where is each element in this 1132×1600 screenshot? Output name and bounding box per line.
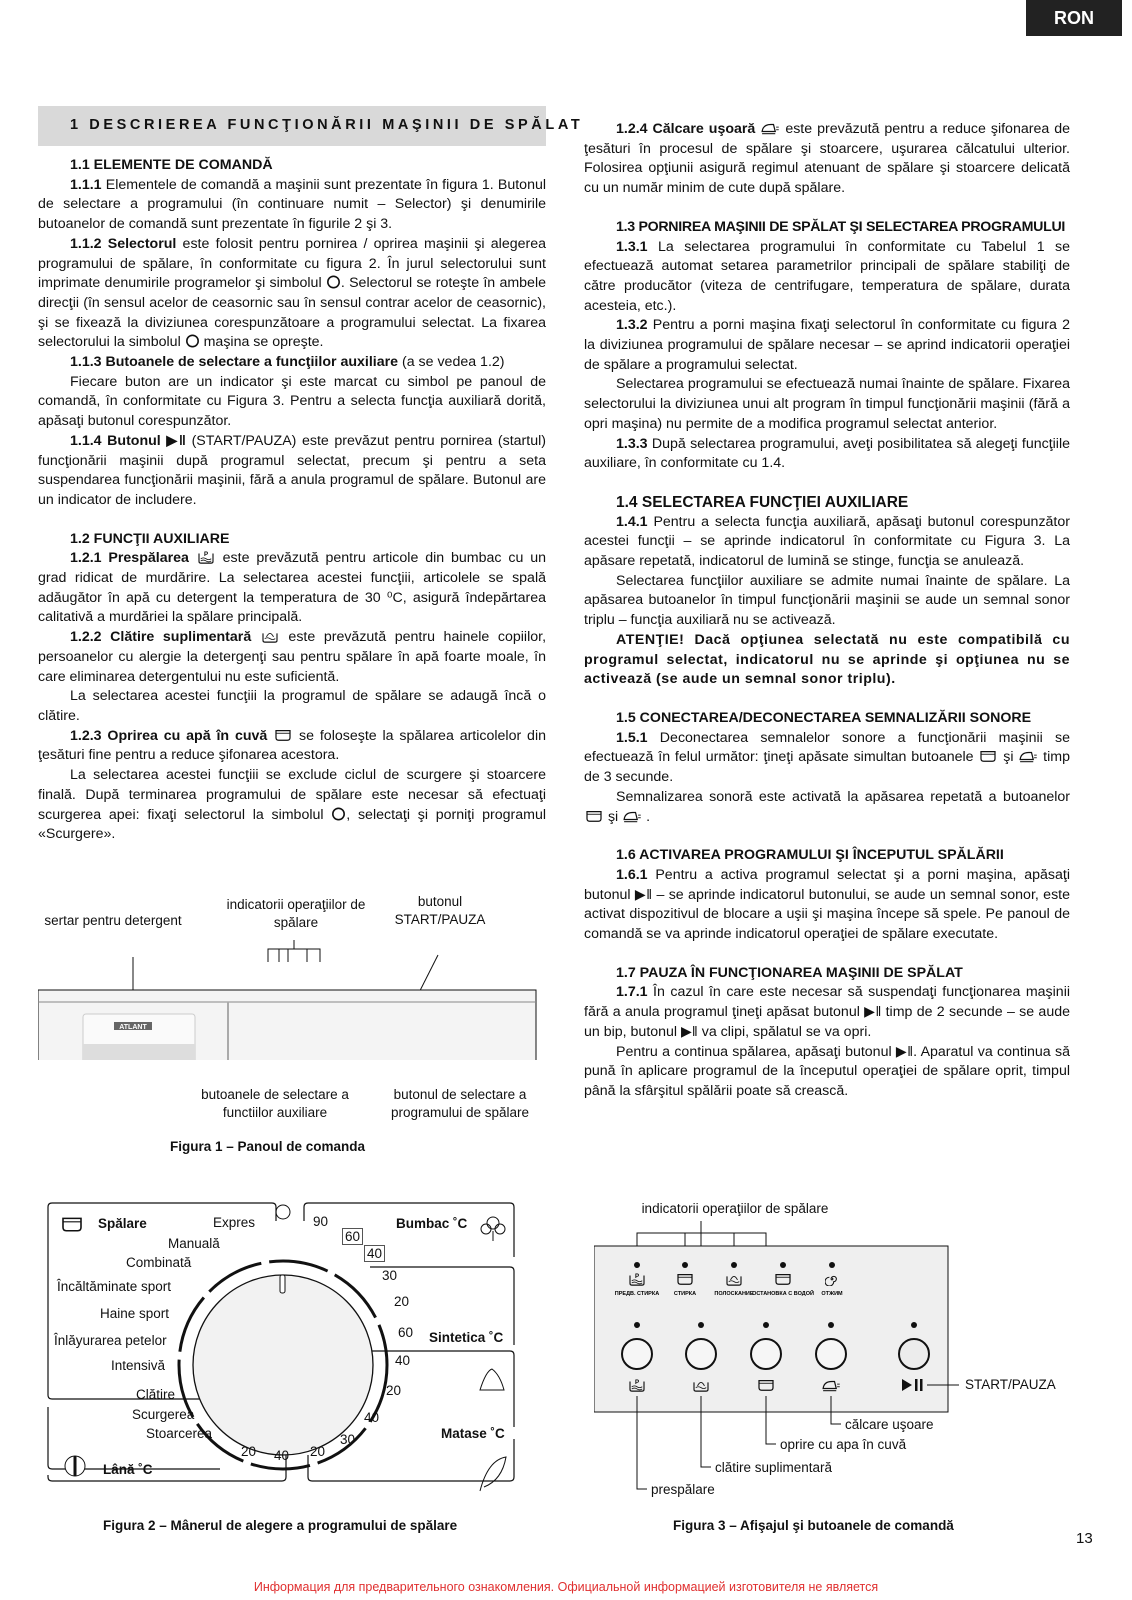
off-symbol-icon <box>326 275 341 289</box>
paragraph-1-3-1: 1.3.1 La selectarea programului în conformitate cu Tabelul 1 se efectuează automat setarea parametrilor principali de spălare stabiliţi de către producător (viteza de centrifugare, temperatura de spălare, durata acesteia, etc.). <box>584 238 1070 314</box>
paragraph-1-2-3: 1.2.3 Oprirea cu apă în cuvă se foloseşte la spălarea articolelor din ţesături fine pentru a reduce şifonarea acestora. <box>38 727 546 764</box>
section-1-3-title: 1.3 PORNIREA MAŞINII DE SPĂLAT ŞI SELECTAREA PROGRAMULUI <box>616 218 1066 235</box>
temp-silk[interactable]: 30 <box>340 1432 356 1447</box>
synthetic-icon <box>480 1369 504 1390</box>
paragraph-1-5-1-b: Semnalizarea sonoră este activată la apăsarea repetată a butoanelor şi . <box>584 788 1070 827</box>
silk-feather-icon <box>480 1457 506 1491</box>
temp-cotton[interactable]: 90 <box>313 1214 329 1229</box>
temp-synthetic[interactable]: 40 <box>395 1353 411 1368</box>
figure-1-caption: Figura 1 – Panoul de comanda <box>170 1139 366 1154</box>
indicator-label: ОСТАНОВКА С ВОДОЙ <box>752 1291 814 1297</box>
program-item[interactable]: Încăltăminate sport <box>57 1279 172 1294</box>
indicator-label: СТИРКА <box>673 1291 697 1297</box>
off-symbol-icon <box>331 807 346 821</box>
label-prewash: prespălare <box>651 1482 715 1497</box>
paragraph-1-2-2-b: La selectarea acestei funcţiii la programul de spălare se adaugă încă o clătire. <box>38 688 546 724</box>
easy-iron-icon <box>622 809 642 823</box>
wash-tub-icon <box>63 1218 81 1230</box>
paragraph-1-1-3-title: 1.1.3 Butoanele de selectare a funcţiilor auxiliare (a se vedea 1.2) <box>70 354 505 371</box>
label-aux-buttons: butoanele de selectare a functiilor auxiliare <box>201 1087 349 1120</box>
temp-cotton[interactable]: 30 <box>382 1268 398 1283</box>
label-extra-rinse: clătire suplimentară <box>715 1460 833 1475</box>
temp-wool[interactable]: 20 <box>241 1444 257 1459</box>
temp-cotton[interactable]: 60 <box>342 1228 363 1245</box>
paragraph-1-3-3: 1.3.3 După selectarea programului, aveţi posibilitatea să alegeţi funcţiile auxiliare, în conformitate cu 1.4. <box>584 435 1070 472</box>
paragraph-1-1-3: Fiecare buton are un indicator şi este marcat cu simbol pe panoul de comandă, în conformitate cu Figura 3. Pentru a selecta funcţia auxiliară dorită, apăsaţi butonul corespunzător. <box>38 373 546 430</box>
temp-wool[interactable]: 40 <box>274 1448 290 1463</box>
group-cotton: Bumbac ˚C <box>396 1216 468 1231</box>
section-1-6-title: 1.6 ACTIVAREA PROGRAMULUI ŞI ÎNCEPUTUL SPĂLĂRII <box>616 847 1004 864</box>
rinse-hold-icon <box>273 728 293 742</box>
prewash-button[interactable] <box>622 1339 652 1369</box>
paragraph-1-2-2: 1.2.2 Clătire suplimentară este prevăzută pentru hainele copiilor, persoanelor cu alergie la detergenţi sau pentru spălare în apă foarte moale, în care eliminarea detergentului nu este suficientă. <box>38 629 547 685</box>
extra-rinse-icon <box>260 629 280 643</box>
paragraph-1-2-1: 1.2.1 Prespălarea este prevăzută pentru articole din bumbac cu un grad ridicat de murdărire. La selectarea acestei funcţiii, articolele se spală adăugător în apă cu detergent la temperatura de 30 ⁰C, asigură îndepărtarea calitativă a murdăriei la spălare principală. <box>38 550 546 626</box>
label-program-selector: butonul de selectare a programului de spălare <box>390 1087 530 1120</box>
paragraph-1-1-1: 1.1.1 Elementele de comandă a maşinii sunt prezentate în figura 1. Butonul de selectare a programului (în continuare numit – Selector) şi denumirile butoanelor de comandă sunt prezentate în figurile 2 şi 3. <box>38 176 546 233</box>
cotton-icon <box>481 1217 505 1241</box>
label-detergent-drawer: sertar pentru detergent <box>44 913 182 928</box>
paragraph-1-4-1-b: Selectarea funcţiilor auxiliare se admite numai înainte de spălare. La apăsarea butoanelor în timpul funcţionării maşinii se aude un semnal sonor triplu – funcţia auxiliară nu se activează. <box>584 572 1070 629</box>
paragraph-1-6-1: 1.6.1 Pentru a activa programul selectat şi a porni maşina, apăsaţi butonul ▶‖ – se aprinde indicatorul butonului, se aude un semnal sonor, este activat dispozitivul de blocare a uşii şi maşina începe să spele. Pe panoul de comandă se va aprinde indicatorul operaţiei de spălare executate. <box>584 866 1070 943</box>
rinse-hold-icon <box>978 749 998 763</box>
easy-iron-icon <box>1018 749 1038 763</box>
indicator-label: ПОЛОСКАНИЕ <box>714 1291 754 1297</box>
program-item[interactable]: Intensivă <box>111 1358 166 1373</box>
paragraph-1-2-3-b: La selectarea acestei funcţiii se exclude ciclul de scurgere şi stoarcere finală. După terminarea programului de spălare este necesar să efectuaţi scurgerea apei: fixaţi selectorul la simbolul , selectaţi şi porniţi programul «Scurgere». <box>38 767 546 843</box>
rinse-hold-icon <box>584 809 604 823</box>
paragraph-1-7-1-b: Pentru a continua spălarea, apăsaţi butonul ▶‖. Aparatul va continua să pună în aplicare programul de la începutul operaţiei de spălare oprit, timpul până la sfârşitul spălării poate să crească. <box>584 1043 1070 1099</box>
prewash-icon <box>196 550 216 564</box>
program-item[interactable]: Haine sport <box>100 1306 170 1321</box>
program-item[interactable]: Combinată <box>126 1255 192 1270</box>
label-wash-indicators: indicatorii operaţiilor de spălare <box>226 897 366 930</box>
program-item[interactable]: Clătire <box>136 1387 176 1402</box>
paragraph-1-1-4: 1.1.4 Butonul ▶‖ (START/PAUZA) este prevăzut pentru pornirea (startul) funcţionării maşinii după programul selectat, precum şi pentru a seta suspendarea funcţionării maşinii, fără a anula programul de spălare. Butonul are un indicator de includere. <box>38 432 546 508</box>
group-silk: Matase ˚C <box>441 1426 505 1441</box>
temp-synthetic[interactable]: 20 <box>386 1383 402 1398</box>
section-1-1-title: 1.1 ELEMENTE DE COMANDĂ <box>70 157 273 173</box>
off-symbol-icon <box>185 334 200 348</box>
indicator-label: ПРЕДВ. СТИРКА <box>614 1291 660 1297</box>
temp-cotton[interactable]: 40 <box>364 1245 385 1262</box>
temp-silk[interactable]: 40 <box>364 1410 380 1425</box>
temp-cotton[interactable]: 20 <box>394 1294 410 1309</box>
program-item[interactable]: Manuală <box>168 1236 220 1251</box>
program-item[interactable]: Scurgerea <box>132 1407 195 1422</box>
right-column <box>584 120 1070 1102</box>
paragraph-1-5-1: 1.5.1 Deconectarea semnalelor sonore a funcţionării maşinii se efectuează în felul următor: ţineţi apăsate simultan butoanele şi timp de 3 secunde. <box>584 729 1070 786</box>
easy-iron-icon <box>760 121 780 135</box>
extra-rinse-button[interactable] <box>686 1339 716 1369</box>
language-tab: RON <box>1026 0 1122 36</box>
paragraph-1-3-2-b: Selectarea programului se efectuează numai înainte de spălare. Fixarea selectorului la diviziunea unui alt program în timpul funcţionării maşinii (fără a opri maşina) nu permite de a modifica programul selectat anterior. <box>584 376 1070 432</box>
start-pause-button[interactable] <box>899 1339 929 1369</box>
figure-3-caption: Figura 3 – Afişajul şi butoanele de comandă <box>673 1518 954 1533</box>
control-panel-drawing <box>38 940 538 1060</box>
group-synthetic: Sintetica ˚C <box>429 1330 504 1345</box>
paragraph-1-7-1: 1.7.1 În cazul în care este necesar să suspendaţi funcţionarea maşinii fără a anula programul ţineţi apăsat butonul ▶‖ timp de 2 secunde – se aude un bip, butonul ▶‖ va clipi, spălatul se va opri. <box>584 984 1070 1040</box>
indicator-label: ОТЖИМ <box>821 1291 843 1297</box>
program-item[interactable]: Stoarcerea <box>146 1426 213 1441</box>
group-wash: Spălare <box>98 1216 147 1231</box>
rinse-hold-button[interactable] <box>751 1339 781 1369</box>
easy-iron-button[interactable] <box>816 1339 846 1369</box>
paragraph-1-2-4: 1.2.4 Călcare uşoară este prevăzută pentru a reduce şifonarea de ţesături în procesul de spălare şi stoarcere, uşurarea călcatului ulterior. Folosirea opţiunii asigură regimul atenuant de spălare şi stoarcere delicată cu un număr minim de cute după spălare. <box>584 121 1071 197</box>
group-wool: Lână ˚C <box>103 1462 153 1477</box>
section-1-7-title: 1.7 PAUZA ÎN FUNCŢIONAREA MAŞINII DE SPĂLAT <box>616 964 963 981</box>
program-item[interactable]: Înlăyurarea petelor <box>54 1333 167 1348</box>
section-1-4-title: 1.4 SELECTAREA FUNCŢIEI AUXILIARE <box>616 493 909 511</box>
section-1-2-title: 1.2 FUNCŢII AUXILIARE <box>70 530 230 547</box>
label-easy-iron: călcare uşoare <box>845 1417 934 1432</box>
label-start-pause: butonul START/PAUZA <box>394 894 486 927</box>
temp-synthetic[interactable]: 60 <box>398 1325 414 1340</box>
figure-2-caption: Figura 2 – Mânerul de alegere a programului de spălare <box>103 1518 458 1533</box>
label-rinse-hold: oprire cu apa în cuvă <box>780 1437 907 1452</box>
watermark-notice: Информация для предварительного ознакомления. Официальной информацией изготовителя не является <box>253 1580 879 1594</box>
brand-label: ATLANT <box>119 1024 147 1031</box>
section-1-5-title: 1.5 CONECTAREA/DECONECTAREA SEMNALIZĂRII SONORE <box>616 709 1032 726</box>
temp-silk[interactable]: 20 <box>310 1444 326 1459</box>
program-item[interactable]: Expres <box>213 1215 256 1230</box>
paragraph-1-4-1: 1.4.1 Pentru a selecta funcţia auxiliară, apăsaţi butonul corespunzător acestei funcţii – se aprinde indicatorul în conformitate cu Figura 3. La apăsare repetată, indicatorul de lumină se stinge, funcţia se anulează. <box>584 513 1070 570</box>
chapter-title: 1 DESCRIEREA FUNCŢIONĂRII MAŞINII DE SPĂLAT <box>38 106 546 146</box>
label-start-pause: START/PAUZA <box>965 1377 1056 1392</box>
page-number: 13 <box>1076 1530 1093 1547</box>
warning-note: ATENŢIE! Dacă opţiunea selectată nu este compatibilă cu programul selectat, indicatorul nu se aprinde şi opţiunea nu se activează (se aude un semnal sonor triplu). <box>584 631 1070 688</box>
paragraph-1-3-2: 1.3.2 Pentru a porni maşina fixaţi selectorul în conformitate cu figura 2 la diviziunea programului de spălare necesar – se aprind indicatorii operaţiei de spălare a programului selectat. <box>584 317 1070 373</box>
left-column <box>38 106 584 845</box>
label-wash-indicators: indicatorii operaţiilor de spălare <box>641 1201 829 1216</box>
paragraph-1-1-2: 1.1.2 Selectorul este folosit pentru pornirea / oprirea maşinii şi alegerea programului de spălare, în conformitate cu figura 2. În jurul selectorului sunt imprimate denumirile programelor şi simbolul . Selectorul se roteşte în ambele direcţii (în sensul acelor de ceasornic sau în sensul contrar acelor de ceasornic), şi se fixează la diviziunea corespunzătoare a programului selectat. La fixarea selectorului la simbolul maşina se opreşte. <box>38 235 547 351</box>
wool-icon <box>65 1456 85 1476</box>
